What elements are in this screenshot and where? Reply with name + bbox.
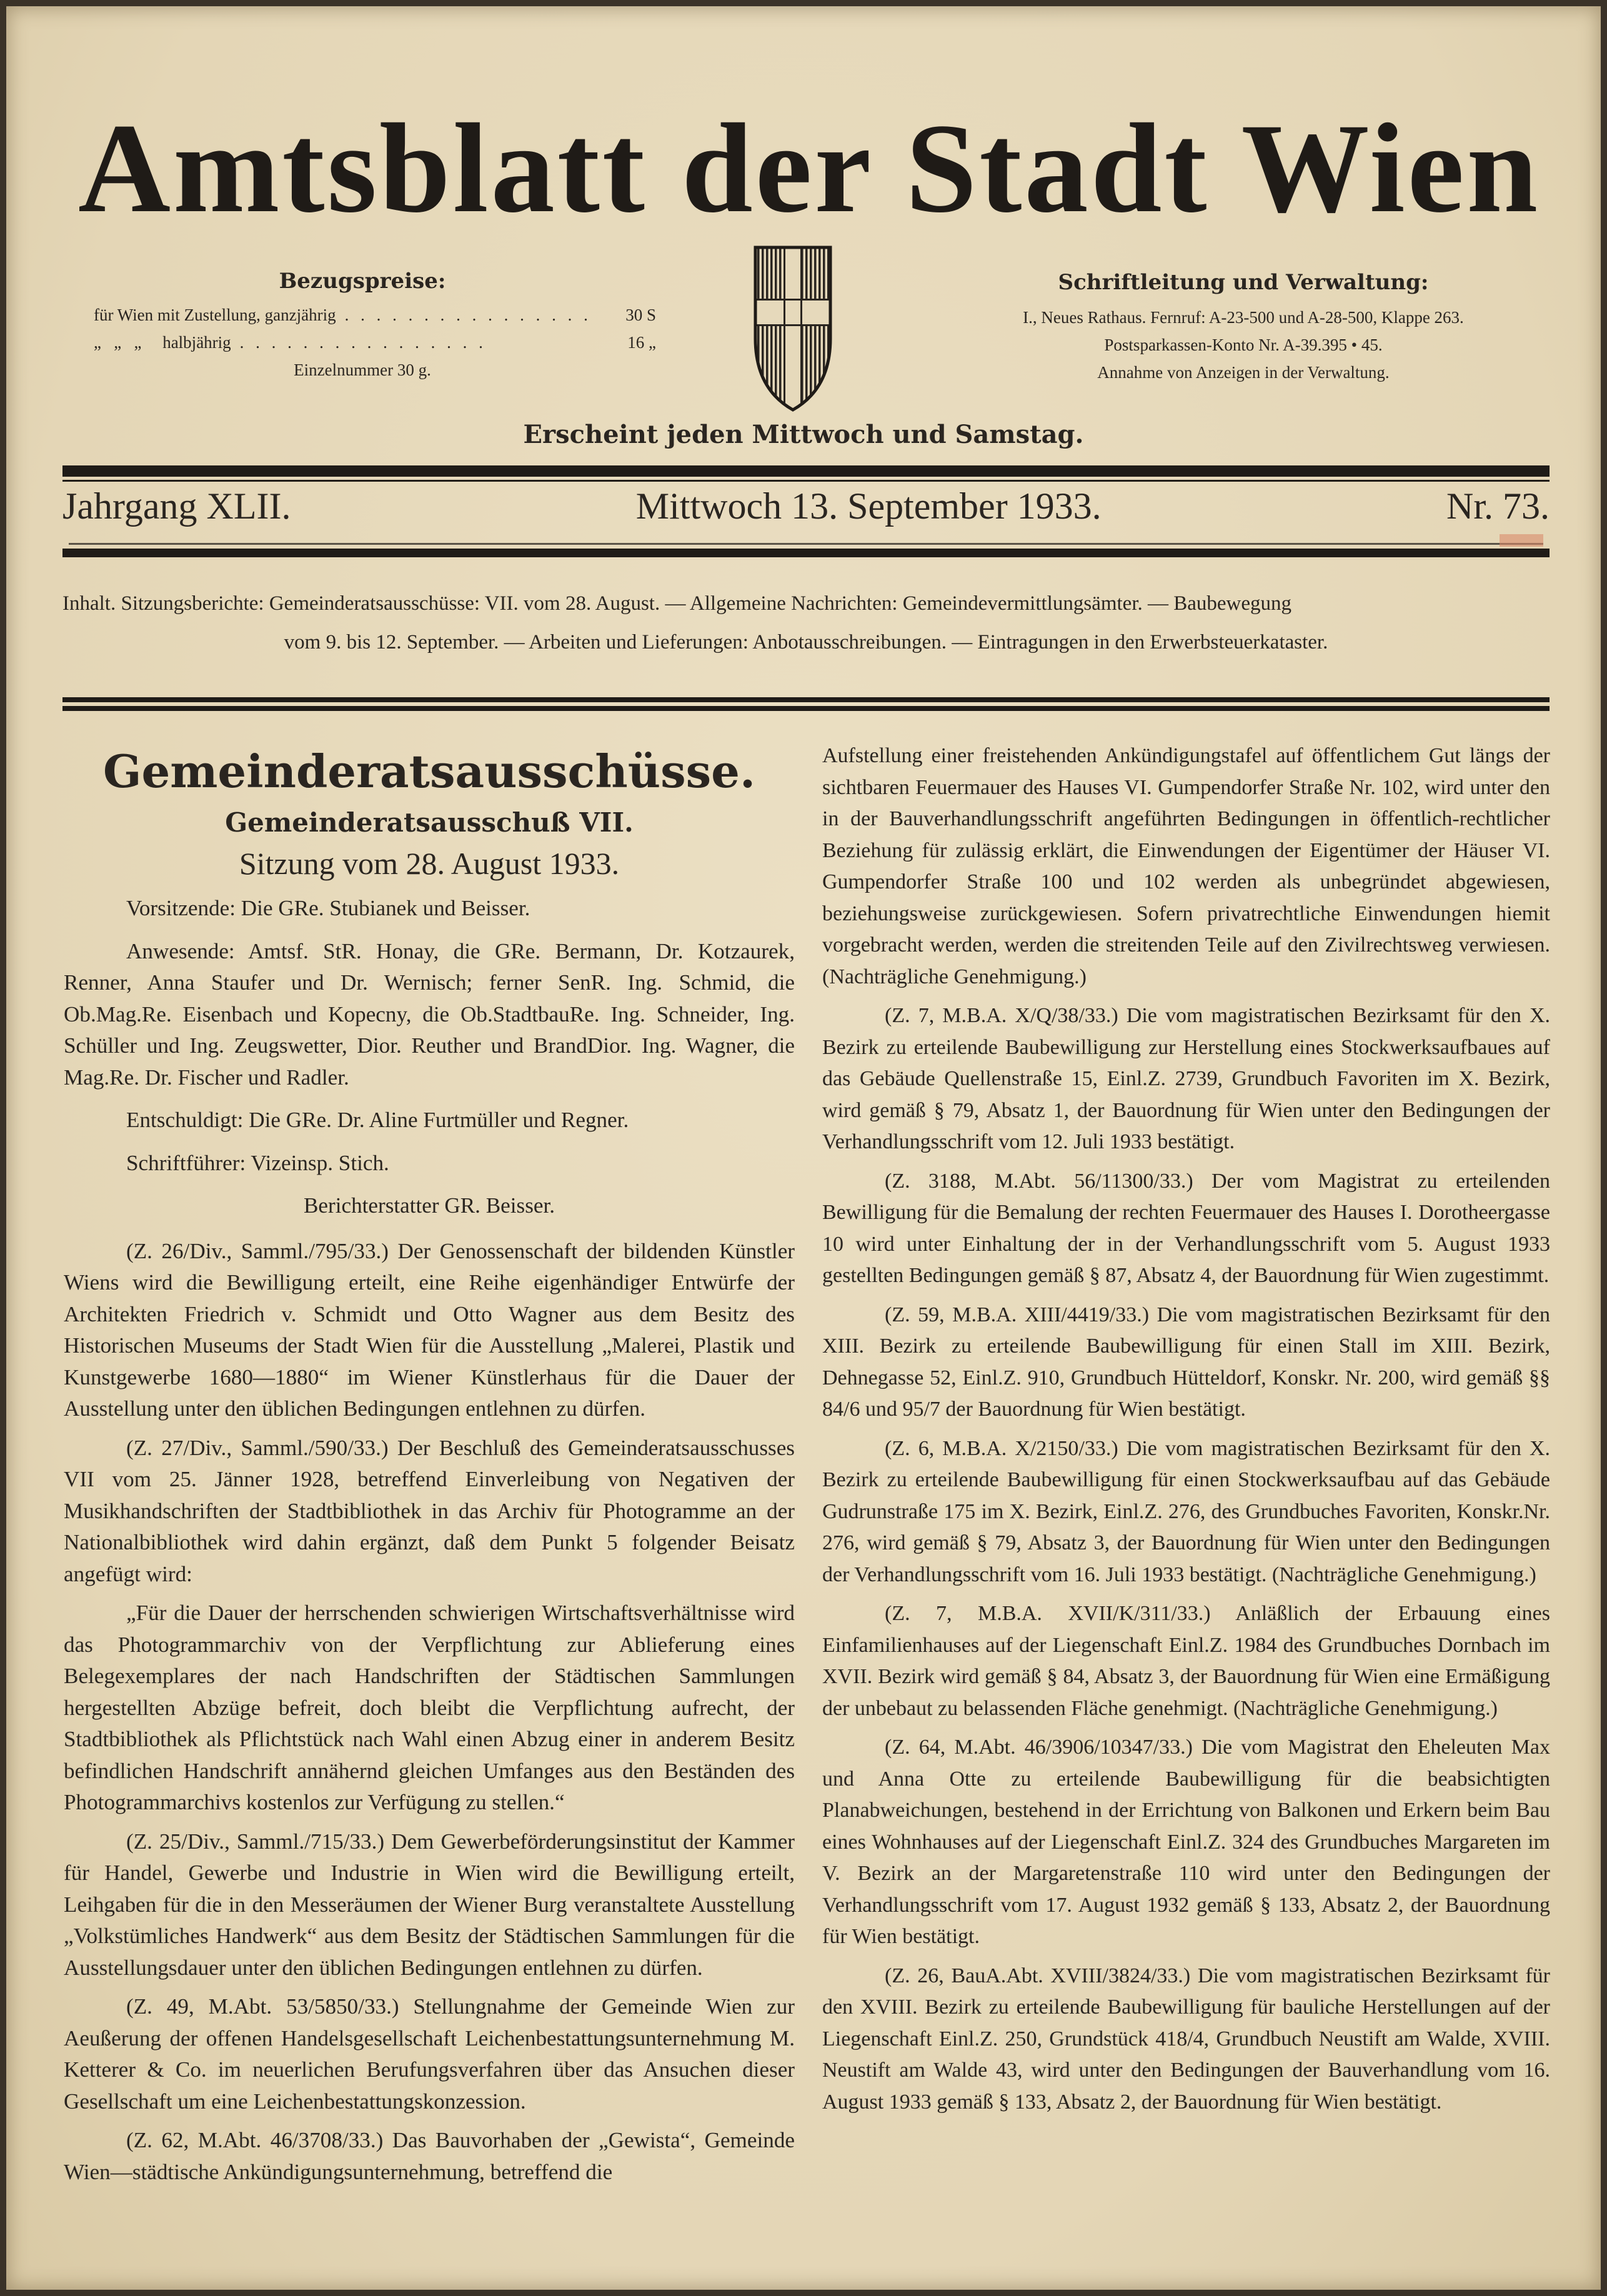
contents-line: Inhalt. Sitzungsberichte: Gemeinderatsausschüsse: VII. vom 28. August. — Allgemeine Nachrichten: Gemeindevermittlungsämter. — Baubewegung <box>62 592 1292 615</box>
prices-heading: Bezugspreise: <box>279 269 446 294</box>
article-paragraph: (Z. 25/Div., Samml./715/33.) Dem Gewerbeförderungsinstitut der Kammer für Handel, Gewerbe und Industrie in Wien wird die Bewilligung erteilt, Leihgaben für die in den Messeräumen der Wiener Burg veranstaltete Ausstellung „Volkstümliches Handwerk“ aus dem Besitz der Städtischen Sammlungen für die Ausstellungsdauer unter den üblichen Bedingungen entlehnen zu dürfen. <box>64 1829 795 1980</box>
divider-thick <box>62 549 1550 557</box>
dateline <box>62 481 1550 531</box>
price-leader: . . . . . . . . . . . . . . . . <box>239 333 487 352</box>
issue-date: Mittwoch 13. September 1933. <box>635 485 1102 527</box>
price-row <box>94 301 656 329</box>
excused: Entschuldigt: Die GRe. Dr. Aline Furtmüller und Regner. <box>126 1108 629 1132</box>
column-right <box>822 740 1550 2125</box>
article-title: Gemeinderatsausschüsse. <box>102 745 756 798</box>
volume: Jahrgang XLII. <box>62 485 291 527</box>
article-paragraph: (Z. 59, M.B.A. XIII/4419/33.) Die vom magistratischen Bezirksamt für den XIII. Bezirk zu erteilende Baubewilligung für einen Stall im XIII. Bezirk, Dehnegasse 52, Einl.Z. 910, Grundbuch Hütteldorf, Konskr. Nr. 200, wird gemäß §§ 84/6 und 95/7 der Bauordnung für Wien bestätigt. <box>822 1303 1550 1421</box>
office-postal-account: Postsparkassen-Konto Nr. A-39.395 • 45. <box>1104 335 1383 354</box>
article-paragraph: (Z. 7, M.B.A. XVII/K/311/33.) Anläßlich der Erbauung eines Einfamilienhauses auf der Liegenschaft Einl.Z. 1984 des Grundbuches Dornbach im XVII. Bezirk wird gemäß § 84, Absatz 3, der Bauordnung für Wien eine Ermäßigung der unbebaut zu belassenden Fläche genehmigt. (Nachträgliche Genehmigung.) <box>822 1602 1550 1720</box>
article-paragraph: (Z. 62, M.Abt. 46/3708/33.) Das Bauvorhaben der „Gewista“, Gemeinde Wien—städtische Ankündigungsunternehmung, betreffend die <box>64 2128 795 2184</box>
article-paragraph: (Z. 3188, M.Abt. 56/11300/33.) Der vom Magistrat zu erteilenden Bewilligung für die Bemalung der rechten Feuermauer des Hauses I. Dorotheergasse 10 wird unter Einhaltung der in der Verhandlungsschrift vom 5. August 1933 gestellten Bedingungen gemäß § 87, Absatz 4, der Bauordnung für Wien zugestimmt. <box>822 1169 1550 1287</box>
chair: Vorsitzende: Die GRe. Stubianek und Beisser. <box>126 896 530 920</box>
article-paragraph: (Z. 26, BauA.Abt. XVIII/3824/33.) Die vom magistratischen Bezirksamt für den XVIII. Bezirk zu erteilende Baubewilligung für bauliche Herstellungen auf der Liegenschaft Einl.Z. 250, Grundstück 418/4, Grundbuch Neustift am Walde, XVIII. Neustift am Walde 43, wird unter den Bedingungen der Bauverhandlung vom 16. August 1933 gemäß § 133, Absatz 2, der Bauordnung für Wien bestätigt. <box>822 1964 1550 2114</box>
article-subtitle: Gemeinderatsausschuß VII. <box>225 807 634 838</box>
divider-thick <box>62 465 1550 477</box>
article-paragraph: (Z. 64, M.Abt. 46/3906/10347/33.) Die vom Magistrat den Eheleuten Max und Anna Otte zu erteilende Baubewilligung für die beabsichtigten Planabweichungen, bestehend in der Errichtung von Balkonen und Erkern beim Bau eines Wohnhauses auf der Liegenschaft Einl.Z. 324 des Grundbuches Margareten im V. Bezirk an der Margaretenstraße 110 wird unter den Bedingungen der Verhandlungsschrift vom 17. August 1932 gemäß § 133, Absatz 2, der Bauordnung für Wien bestätigt. <box>822 1736 1550 1948</box>
article-paragraph: (Z. 49, M.Abt. 53/5850/33.) Stellungnahme der Gemeinde Wien zur Aeußerung der offenen Handelsgesellschaft Leichenbestattungsunternehmung M. Ketterer & Co. im neuerlichen Berufungsverfahren über das Ansuchen dieser Gesellschaft um eine Leichenbestattungskonzession. <box>64 1994 795 2114</box>
article-paragraph: „Für die Dauer der herrschenden schwierigen Wirtschaftsverhältnisse wird das Photogrammarchiv von der Verpflichtung zur Ablieferung eines Belegexemplares der nach Handschriften der Städtischen Sammlungen hergestellten Abzüge befreit, doch bleibt die Verpflichtung aufrecht, der Stadtbibliothek als Pflichtstück nach Wahl einen Abzug einer in anderem Besitz befindlichen Handschrift annähernd gleichen Umfanges aus den Beständen des Photogrammarchivs kostenlos zur Verfügung zu stellen.“ <box>64 1601 795 1814</box>
office-address: I., Neues Rathaus. Fernruf: A-23-500 und A-28-500, Klappe 263. <box>1023 308 1464 327</box>
office-ads-note: Annahme von Anzeigen in der Verwaltung. <box>1097 363 1390 382</box>
price-leader: . . . . . . . . . . . . . . . . <box>344 306 592 324</box>
divider-double-bottom <box>62 706 1550 711</box>
issue-number: Nr. 73. <box>1446 485 1550 527</box>
article-paragraph: (Z. 6, M.B.A. X/2150/33.) Die vom magistratischen Bezirksamt für den X. Bezirk zu erteilende Baubewilligung für einen Stockwerksaufbau auf das Gebäude Gudrunstraße 175 im X. Bezirk, Einl.Z. 276, des Grundbuches Favoriten, Konskr.Nr. 276, wird gemäß § 79, Absatz 3, der Bauordnung für Wien unter den Bedingungen der Verhandlungsschrift vom 16. Juli 1933 bestätigt. (Nachträgliche Genehmigung.) <box>822 1436 1550 1586</box>
rapporteur: Berichterstatter GR. Beisser. <box>303 1193 555 1218</box>
divider-double-top <box>62 697 1550 702</box>
article-paragraph: (Z. 26/Div., Samml./795/33.) Der Genossenschaft der bildenden Künstler Wiens wird die Bewilligung erteilt, eine Reihe eigenhändiger Entwürfe der Architekten Friedrich v. Schmidt und Otto Wagner aus dem Besitz des Historischen Museums der Stadt Wien für die Ausstellung „Malerei, Plastik und Kunstgewerbe 1680—1880“ im Wiener Künstlerhaus für die Dauer der Ausstellung unter den üblichen Bedingungen entlehnen zu dürfen. <box>64 1238 795 1421</box>
masthead-title: Amtsblatt der Stadt Wien <box>78 97 1540 239</box>
stamp-mark <box>1500 534 1543 547</box>
editorial-office <box>975 269 1512 386</box>
column-left <box>64 740 795 2195</box>
single-issue-price: Einzelnummer 30 g. <box>294 360 431 379</box>
office-heading: Schriftleitung und Verwaltung: <box>1058 270 1429 295</box>
price-value: 16 „ <box>627 333 656 352</box>
attendees: Anwesende: Amtsf. StR. Honay, die GRe. Bermann, Dr. Kotzaurek, Renner, Anna Staufer und Dr. Wernisch; ferner SenR. Ing. Schmid, die Ob.Mag.Re. Eisenbach und Kopecny, die Ob.StadtbauRe. Ing. Schneider, Ing. Schüller und Ing. Zeugswetter, Dior. Reuther und BrandDior. Ing. Wagner, die Mag.Re. Dr. Fischer und Radler. <box>64 938 795 1090</box>
price-row <box>94 329 656 356</box>
masthead <box>69 94 1550 244</box>
price-label: „ „ „ halbjährig <box>94 333 231 352</box>
table-of-contents <box>62 584 1550 662</box>
vienna-coat-of-arms-icon <box>753 245 833 412</box>
publication-schedule: Erscheint jeden Mittwoch und Samstag. <box>523 420 1084 449</box>
subscription-prices <box>94 269 656 384</box>
price-label: für Wien mit Zustellung, ganzjährig <box>94 306 336 324</box>
article-paragraph: (Z. 7, M.B.A. X/Q/38/33.) Die vom magistratischen Bezirksamt für den X. Bezirk zu erteilende Baubewilligung zur Herstellung eines Stockwerksaufbaues auf das Gebäude Quellenstraße 15, Einl.Z. 2739, Grundbuch Favoriten im X. Bezirk, wird gemäß § 79, Absatz 1, der Bauordnung für Wien unter den Bedingungen der Verhandlungsschrift vom 12. Juli 1933 bestätigt. <box>822 1004 1550 1153</box>
secretary: Schriftführer: Vizeinsp. Stich. <box>126 1150 389 1175</box>
contents-line: vom 9. bis 12. September. — Arbeiten und Lieferungen: Anbotausschreibungen. — Eintragungen in den Erwerbsteuerkataster. <box>284 631 1328 654</box>
divider-thin <box>69 543 1543 545</box>
article-paragraph: Aufstellung einer freistehenden Ankündigungstafel auf öffentlichem Gut längs der sichtbaren Feuermauer des Hauses VI. Gumpendorfer Straße Nr. 102, wird unter den in der Bauverhandlungsschrift angeführten Bedingungen in öffentlich-rechtlicher Beziehung für zulässig erklärt, die Einwendungen der Eigentümer der Häuser VI. Gumpendorfer Straße 100 und 102 werden als unbegründet abgewiesen, beziehungsweise zurückgewiesen. Sofern privatrechtliche Einwendungen hiemit vorgebracht werden, werden die streitenden Teile auf den Zivilrechtsweg verwiesen. (Nachträgliche Genehmigung.) <box>822 744 1550 988</box>
session-date: Sitzung vom 28. August 1933. <box>239 846 620 881</box>
article-paragraph: (Z. 27/Div., Samml./590/33.) Der Beschluß des Gemeinderatsausschusses VII vom 25. Jänner 1928, betreffend Einverleibung von Negativen der Musikhandschriften der Stadtbibliothek in das Archiv für Photogramme an der Nationalbibliothek wird dahin ergänzt, daß dem Punkt 5 folgender Beisatz angefügt wird: <box>64 1435 795 1586</box>
price-value: 30 S <box>625 306 656 324</box>
